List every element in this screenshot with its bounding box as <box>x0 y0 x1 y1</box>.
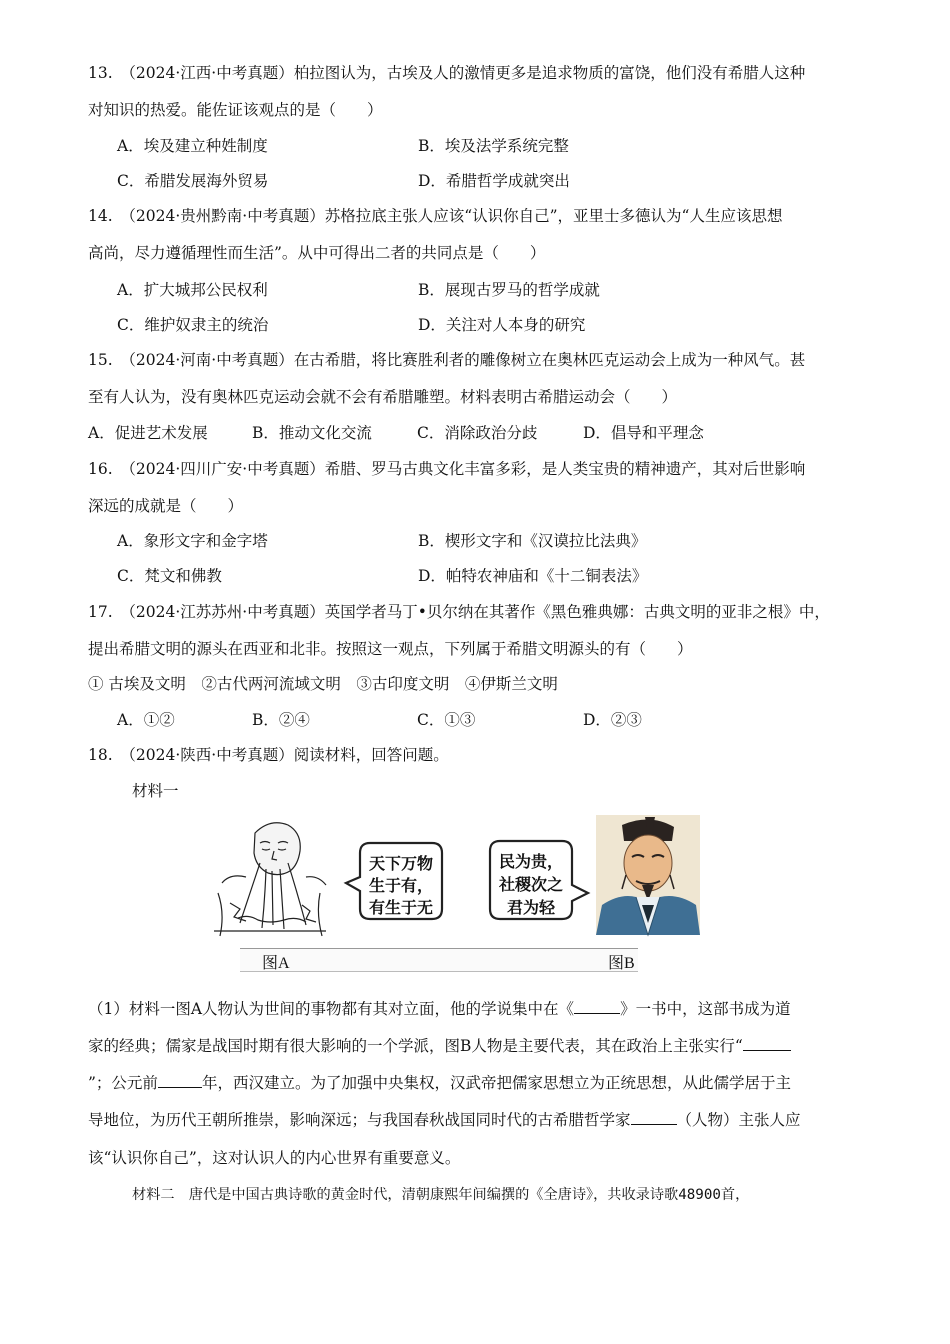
bubble-a-line3: 有生于无 <box>368 898 434 917</box>
q17-option-a: A．①② <box>117 711 175 729</box>
bubble-a-line1: 天下万物 <box>368 854 434 873</box>
q14-option-c: C．维护奴隶主的统治 <box>117 316 269 334</box>
bubble-b-line3: 君为轻 <box>506 898 556 917</box>
q16-stem-line1: 16. （2024·四川广安·中考真题）希腊、罗马古典文化丰富多彩，是人类宝贵的精神遗产，其对后世影响 <box>88 460 806 478</box>
q16-stem-line2: 深远的成就是（ ） <box>88 497 244 515</box>
q16-option-b: B．楔形文字和《汉谟拉比法典》 <box>418 532 647 550</box>
q18-part1-line5: 该“认识你自己”，这对认识人的内心世界有重要意义。 <box>88 1149 461 1167</box>
q17-option-b: B．②④ <box>252 711 310 729</box>
figure-illustration <box>210 813 710 948</box>
bubble-b-line2: 社稷次之 <box>498 875 564 894</box>
q18-part1-line3-b: 年，西汉建立。为了加强中央集权，汉武帝把儒家思想立为正统思想，从此儒学居于主 <box>201 1074 791 1092</box>
q18-part1-line4 <box>88 1110 801 1130</box>
q18-part1-line2-text: 家的经典；儒家是战国时期有很大影响的一个学派，图B人物是主要代表，其在政治上主张实行“ <box>88 1037 743 1055</box>
q13-option-c: C．希腊发展海外贸易 <box>117 172 269 190</box>
q18-part1-line3 <box>88 1073 791 1093</box>
answer-blank-policy[interactable] <box>743 1036 791 1051</box>
portrait-a-laozi <box>210 813 328 936</box>
q18-stem: 18. （2024·陕西·中考真题）阅读材料，回答问题。 <box>88 746 449 764</box>
q18-part1-line1 <box>88 999 791 1019</box>
q17-option-d: D．②③ <box>583 711 642 729</box>
material2-line1: 材料二 唐代是中国古典诗歌的黄金时代，清朝康熙年间编撰的《全唐诗》，共收录诗歌48900首， <box>132 1187 750 1203</box>
q17-stem-line2: 提出希腊文明的源头在西亚和北非。按照这一观点，下列属于希腊文明源头的有（ ） <box>88 640 693 658</box>
q15-stem-line1: 15. （2024·河南·中考真题）在古希腊，将比赛胜利者的雕像树立在奥林匹克运动会上成为一种风气。甚 <box>88 351 806 369</box>
q13-option-d: D．希腊哲学成就突出 <box>418 172 570 190</box>
q15-option-c: C．消除政治分歧 <box>417 424 538 442</box>
q14-stem-line2: 高尚，尽力遵循理性而生活”。从中可得出二者的共同点是（ ） <box>88 244 546 262</box>
q13-option-a: A．埃及建立种姓制度 <box>117 137 268 155</box>
q14-option-d: D．关注对人本身的研究 <box>418 316 586 334</box>
q13-option-b: B．埃及法学系统完整 <box>418 137 569 155</box>
figure-caption-bar <box>240 948 638 972</box>
bubble-a-line2: 生于有， <box>368 876 434 895</box>
q18-part1-line4-a: 导地位，为历代王朝所推崇，影响深远；与我国春秋战国同时代的古希腊哲学家 <box>88 1111 631 1129</box>
q15-stem-line2: 至有人认为，没有奥林匹克运动会就不会有希腊雕塑。材料表明古希腊运动会（ ） <box>88 388 678 406</box>
answer-blank-philosopher[interactable] <box>631 1110 677 1125</box>
q13-stem-line2: 对知识的热爱。能佐证该观点的是（ ） <box>88 101 383 119</box>
material1-label: 材料一 <box>132 782 179 800</box>
q16-option-c: C．梵文和佛教 <box>117 567 222 585</box>
q18-part1-line4-b: （人物）主张人应 <box>676 1111 801 1129</box>
q15-option-b: B．推动文化交流 <box>252 424 372 442</box>
q18-part1-line3-a: ”；公元前 <box>88 1074 158 1092</box>
caption-a: 图A <box>262 955 290 972</box>
answer-blank-book[interactable] <box>574 999 620 1014</box>
q14-stem-line1: 14. （2024·贵州黔南·中考真题）苏格拉底主张人应该“认识你自己”，亚里士多德认为“人生应该思想 <box>88 207 783 225</box>
q14-option-b: B．展现古罗马的哲学成就 <box>418 281 600 299</box>
q14-option-a: A．扩大城邦公民权利 <box>117 281 268 299</box>
speech-bubble-a <box>346 843 442 919</box>
q16-option-d: D．帕特农神庙和《十二铜表法》 <box>418 567 648 585</box>
portrait-b-mencius <box>596 815 700 935</box>
caption-b: 图B <box>608 955 635 972</box>
bubble-b-line1: 民为贵， <box>498 852 564 871</box>
q18-part1-line1-a: （1）材料一图A人物认为世间的事物都有其对立面，他的学说集中在《 <box>88 1000 575 1018</box>
q18-part1-line2 <box>88 1036 791 1056</box>
q17-items: ① 古埃及文明 ②古代两河流域文明 ③古印度文明 ④伊斯兰文明 <box>88 675 558 693</box>
q16-option-a: A．象形文字和金字塔 <box>117 532 268 550</box>
q15-option-d: D．倡导和平理念 <box>583 424 704 442</box>
q17-stem-line1: 17. （2024·江苏苏州·中考真题）英国学者马丁•贝尔纳在其著作《黑色雅典娜：古典文明的亚非之根》中， <box>88 603 830 621</box>
q17-option-c: C．①③ <box>417 711 476 729</box>
q15-option-a: A．促进艺术发展 <box>88 424 208 442</box>
q13-stem-line1: 13. （2024·江西·中考真题）柏拉图认为，古埃及人的激情更多是追求物质的富饶，他们没有希腊人这种 <box>88 64 806 82</box>
speech-bubble-b <box>490 841 588 919</box>
q18-part1-line1-b: 》一书中，这部书成为道 <box>620 1000 791 1018</box>
answer-blank-year[interactable] <box>158 1073 202 1088</box>
